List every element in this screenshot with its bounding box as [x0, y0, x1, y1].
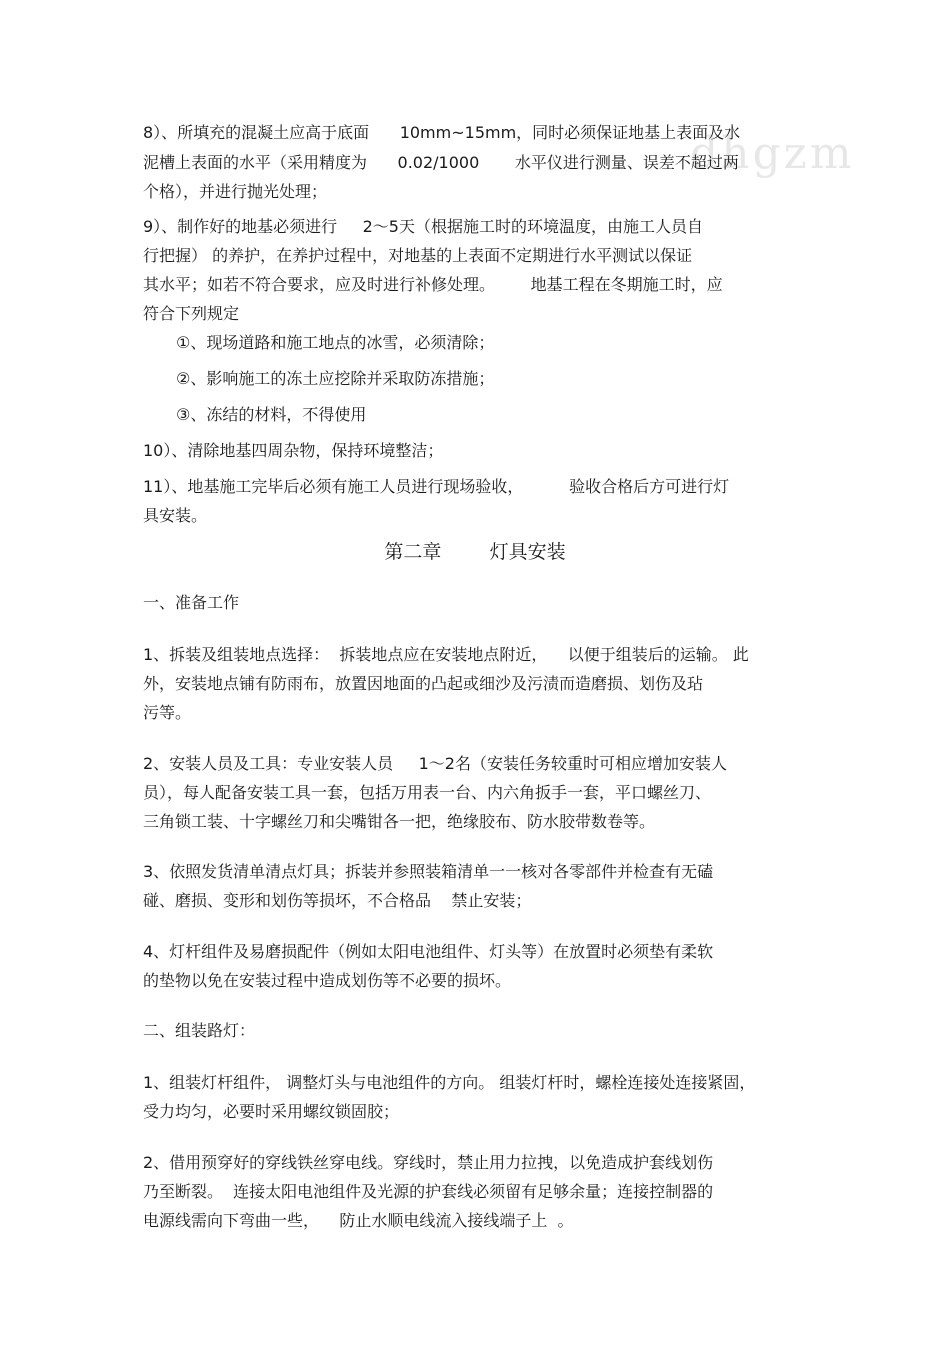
- item-1-line-1: 1、拆装及组装地点选择： 拆装地点应在安装地点附近， 以便于组装后的运输。 此: [143, 645, 749, 664]
- item-3-line-1: 3、依照发货清单清点灯具；拆装并参照装箱清单一一核对各零部件并检查有无磕: [143, 862, 714, 881]
- winter-rule-3: ③、冻结的材料，不得使用: [176, 405, 367, 424]
- assembly-1-line-1: 1、组装灯杆组件， 调整灯头与电池组件的方向。 组装灯杆时，螺栓连接处连接紧固，: [143, 1073, 756, 1092]
- item-2-line-2: 员），每人配备安装工具一套，包括万用表一台、内六角扳手一套，平口螺丝刀、: [143, 783, 712, 802]
- watermark: dhgzm: [690, 128, 855, 179]
- item-1-line-3: 污等。: [143, 703, 192, 722]
- item-4-line-2: 的垫物以免在安装过程中造成划伤等不必要的损坏。: [143, 971, 512, 990]
- para-9-line-2: 行把握） 的养护，在养护过程中，对地基的上表面不定期进行水平测试以保证: [143, 246, 693, 265]
- para-9-line-4: 符合下列规定: [143, 304, 240, 323]
- para-9-line-1: 9）、制作好的地基必须进行 2～5天（根据施工时的环境温度，由施工人员自: [143, 217, 703, 236]
- para-10: 10）、清除地基四周杂物，保持环境整洁；: [143, 441, 444, 460]
- para-8-line-3: 个格），并进行抛光处理；: [143, 182, 328, 201]
- para-9-line-3: 其水平；如若不符合要求，应及时进行补修处理。 地基工程在冬期施工时，应: [143, 275, 723, 294]
- winter-rule-1: ①、现场道路和施工地点的冰雪，必须清除；: [176, 333, 495, 352]
- item-2-line-3: 三角锁工装、十字螺丝刀和尖嘴钳各一把，绝缘胶布、防水胶带数卷等。: [143, 812, 656, 831]
- para-8-line-1: 8）、所填充的混凝土应高于底面 10mm~15mm，同时必须保证地基上表面及水: [143, 123, 741, 142]
- assembly-2-line-1: 2、借用预穿好的穿线铁丝穿电线。穿线时，禁止用力拉拽，以免造成护套线划伤: [143, 1153, 714, 1172]
- section-2-heading: 二、组装路灯：: [143, 1021, 256, 1040]
- item-2-line-1: 2、安装人员及工具：专业安装人员 1～2名（安装任务较重时可相应增加安装人: [143, 754, 727, 773]
- assembly-2-line-2: 乃至断裂。 连接太阳电池组件及光源的护套线必须留有足够余量；连接控制器的: [143, 1182, 714, 1201]
- para-11-line-2: 具安装。: [143, 506, 208, 525]
- chapter-heading: 第二章 灯具安装: [384, 541, 566, 563]
- assembly-2-line-3: 电源线需向下弯曲一些， 防止水顺电线流入接线端子上 。: [143, 1211, 574, 1230]
- item-3-line-2: 碰、磨损、变形和划伤等损坏，不合格品 禁止安装；: [143, 891, 532, 910]
- item-4-line-1: 4、灯杆组件及易磨损配件（例如太阳电池组件、灯头等）在放置时必须垫有柔软: [143, 942, 714, 961]
- assembly-1-line-2: 受力均匀，必要时采用螺纹锁固胶；: [143, 1102, 400, 1121]
- para-8-line-2: 泥槽上表面的水平（采用精度为 0.02/1000 水平仪进行测量、误差不超过两: [143, 153, 739, 172]
- winter-rule-2: ②、影响施工的冻土应挖除并采取防冻措施；: [176, 369, 495, 388]
- section-1-heading: 一、准备工作: [143, 593, 240, 612]
- item-1-line-2: 外，安装地点铺有防雨布，放置因地面的凸起或细沙及污渍而造磨损、划伤及玷: [143, 674, 704, 693]
- para-11-line-1: 11）、地基施工完毕后必须有施工人员进行现场验收， 验收合格后方可进行灯: [143, 477, 730, 496]
